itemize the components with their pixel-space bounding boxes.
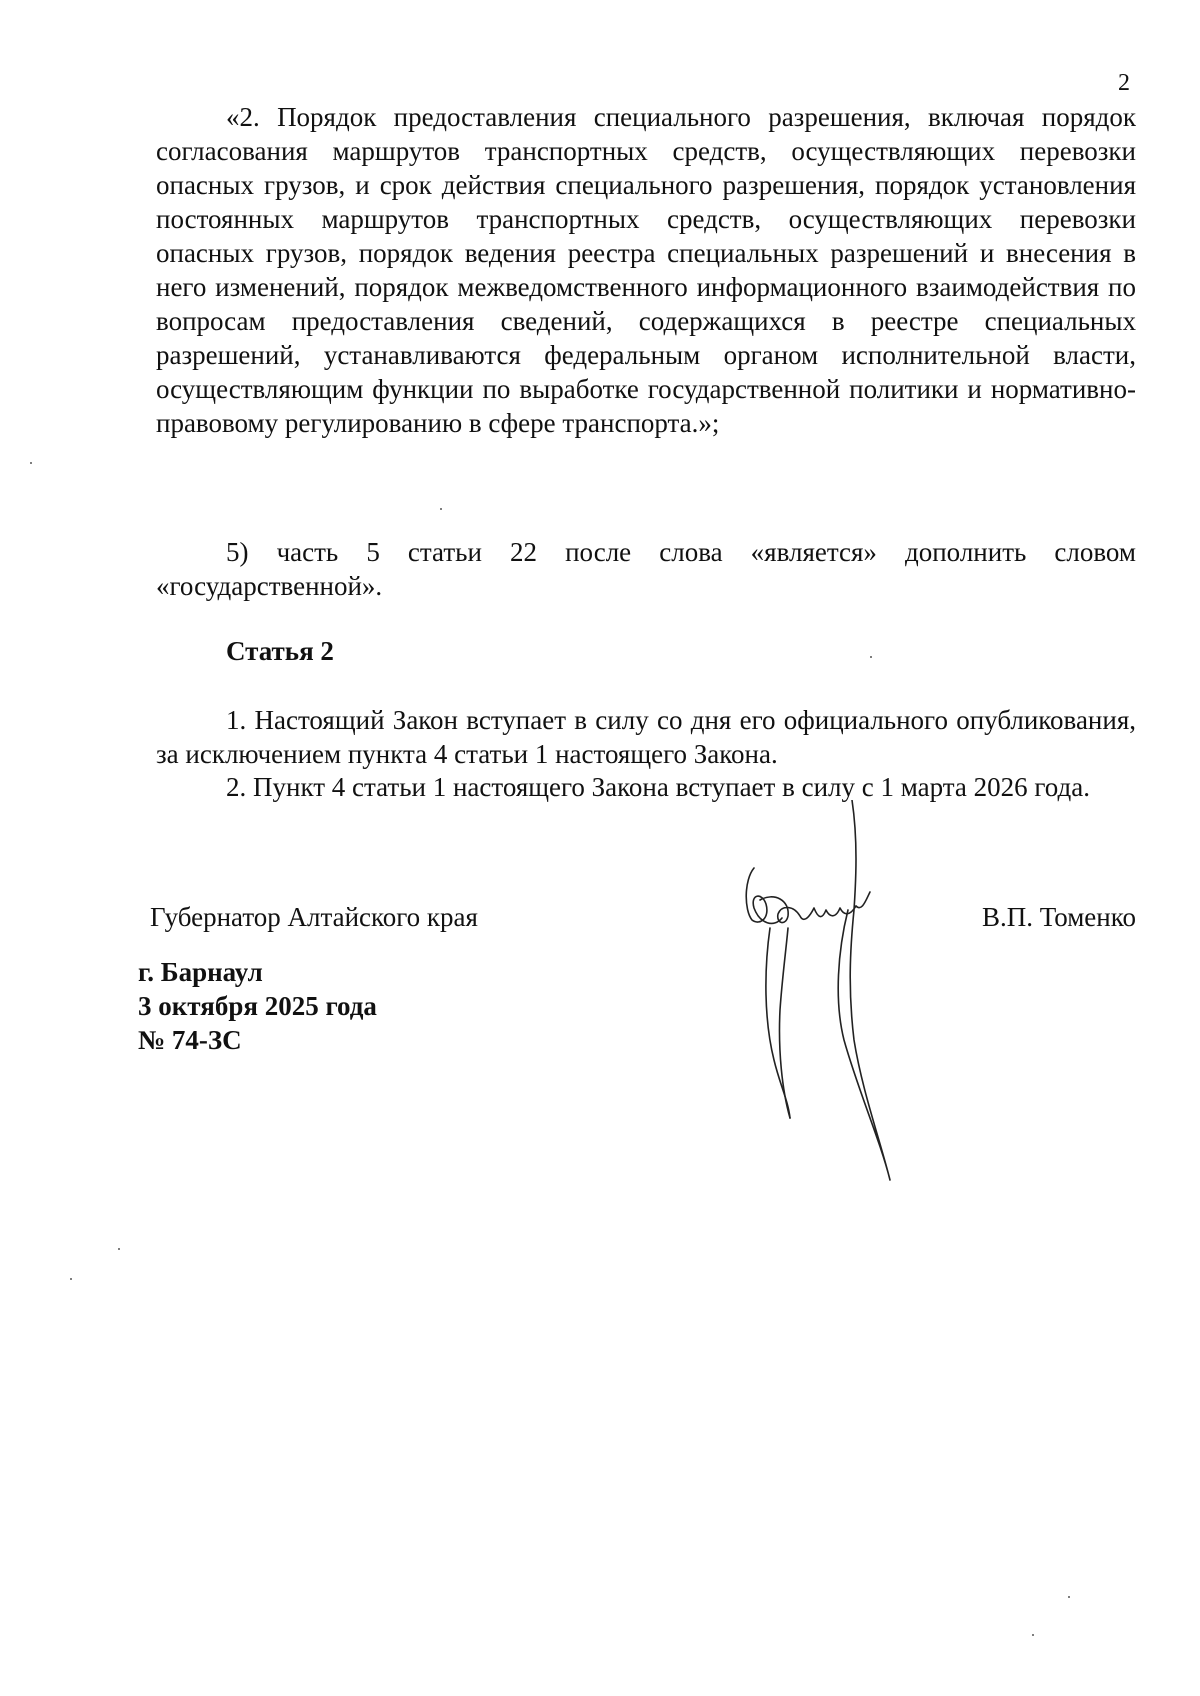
law-number: № 74-ЗС: [138, 1025, 242, 1055]
paragraph-article2-point1: 1. Настоящий Закон вступает в силу со дня его официального опубликования, за исключением пункта 4 статьи 1 настоящего Закона.: [156, 705, 1136, 769]
scan-speck: [440, 508, 442, 510]
handwritten-signature: [730, 800, 910, 1200]
scan-speck: [1032, 1634, 1034, 1636]
article-heading: Статья 2: [226, 636, 334, 666]
paragraph-amendment-text: «2. Порядок предоставления специального разрешения, включая порядок согласования маршрутов транспортных средств, осуществляющих перевозки опасных грузов, и срок действия специального разрешения, порядок установления постоянных маршрутов транспортных средств, осуществляющих перевозки опасных грузов, порядок ведения реестра специальных разрешений и внесения в него изменений, порядок межведомственного информационного взаимодействия по вопросам предоставления сведений, содержащихся в реестре специальных разрешений, устанавливаются федеральным органом исполнительной власти, осуществляющим функции по выработке государственной политики и нормативно-правовому регулированию в сфере транспорта.»;: [156, 102, 1136, 438]
signatory-name: В.П. Томенко: [982, 902, 1136, 932]
scan-speck: [870, 656, 872, 658]
date: 3 октября 2025 года: [138, 991, 377, 1021]
signatory-title: Губернатор Алтайского края: [150, 902, 478, 932]
scan-speck: [30, 462, 32, 464]
scan-speck: [70, 1278, 72, 1280]
scan-speck: [118, 1248, 120, 1250]
paragraph-article2-point2: 2. Пункт 4 статьи 1 настоящего Закона вступает в силу с 1 марта 2026 года.: [226, 772, 1090, 802]
paragraph-item-5: 5) часть 5 статьи 22 после слова «является» дополнить словом «государственной».: [156, 537, 1136, 601]
page-number: 2: [1118, 70, 1130, 96]
document-footer: [138, 955, 377, 1057]
scan-speck: [1068, 1596, 1070, 1598]
city: г. Барнаул: [138, 957, 263, 987]
